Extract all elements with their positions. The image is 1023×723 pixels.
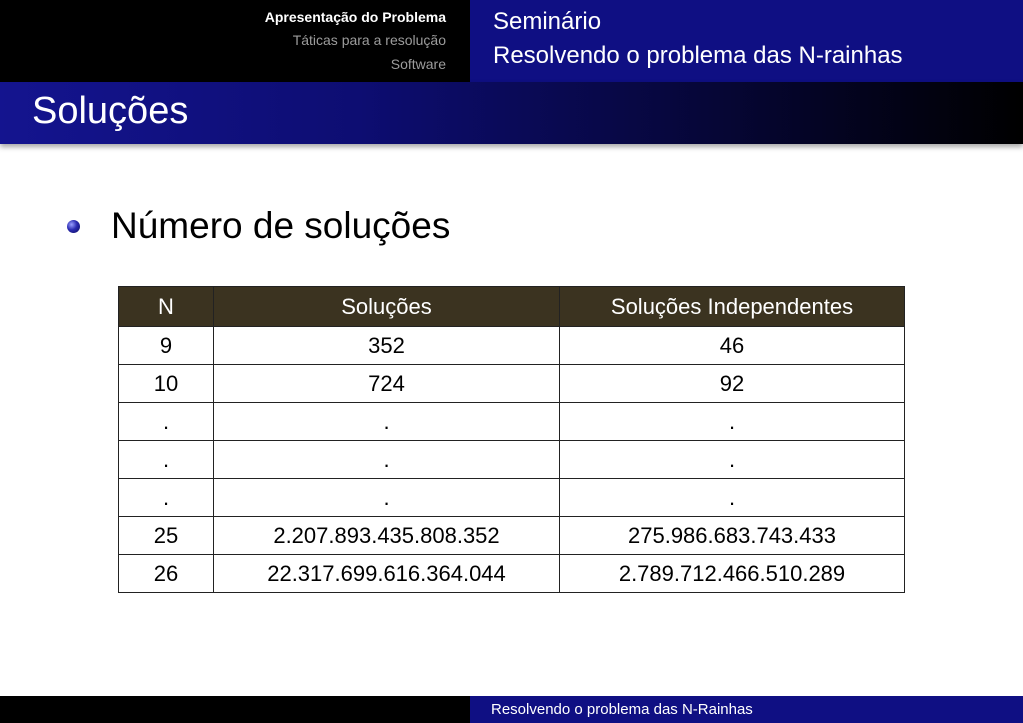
footer-presentation-title: Resolvendo o problema das N-Rainhas: [491, 701, 753, 718]
nav-item-software[interactable]: Software: [390, 56, 446, 72]
cell-independentes: .: [560, 479, 905, 517]
table-row: [119, 441, 905, 479]
cell-solucoes: .: [214, 441, 560, 479]
slide-title: Soluções: [32, 90, 189, 132]
table-row: [119, 403, 905, 441]
cell-solucoes: 724: [214, 365, 560, 403]
cell-independentes: 2.789.712.466.510.289: [560, 555, 905, 593]
cell-solucoes: 2.207.893.435.808.352: [214, 517, 560, 555]
cell-n: 10: [119, 365, 214, 403]
column-header-n: N: [119, 287, 214, 327]
cell-independentes: 92: [560, 365, 905, 403]
presentation-header: [470, 0, 1023, 82]
slide-title-bar: [0, 82, 1023, 144]
cell-solucoes: .: [214, 403, 560, 441]
cell-n: .: [119, 479, 214, 517]
table-row: [119, 555, 905, 593]
cell-solucoes: 352: [214, 327, 560, 365]
solutions-table: [118, 286, 905, 593]
bullet-text: Número de soluções: [111, 205, 451, 246]
cell-n: .: [119, 441, 214, 479]
nav-item-apresentacao[interactable]: Apresentação do Problema: [264, 9, 446, 25]
table-row: [119, 327, 905, 365]
cell-n: .: [119, 403, 214, 441]
column-header-solucoes-independentes: Soluções Independentes: [560, 287, 905, 327]
nav-item-taticas[interactable]: Táticas para a resolução: [292, 32, 446, 48]
table-row: [119, 365, 905, 403]
table-row: [119, 479, 905, 517]
table-row: [119, 517, 905, 555]
cell-independentes: 275.986.683.743.433: [560, 517, 905, 555]
cell-independentes: .: [560, 403, 905, 441]
cell-n: 9: [119, 327, 214, 365]
cell-independentes: .: [560, 441, 905, 479]
cell-solucoes: 22.317.699.616.364.044: [214, 555, 560, 593]
section-nav: [0, 0, 470, 82]
column-header-solucoes: Soluções: [214, 287, 560, 327]
cell-n: 25: [119, 517, 214, 555]
cell-n: 26: [119, 555, 214, 593]
table-header-row: [119, 287, 905, 327]
cell-independentes: 46: [560, 327, 905, 365]
cell-solucoes: .: [214, 479, 560, 517]
footer-title-bar: [470, 696, 1023, 723]
bullet-icon: [67, 220, 80, 233]
header-seminar-label: Seminário: [493, 8, 602, 35]
header-presentation-title: Resolvendo o problema das N-rainhas: [493, 42, 903, 69]
